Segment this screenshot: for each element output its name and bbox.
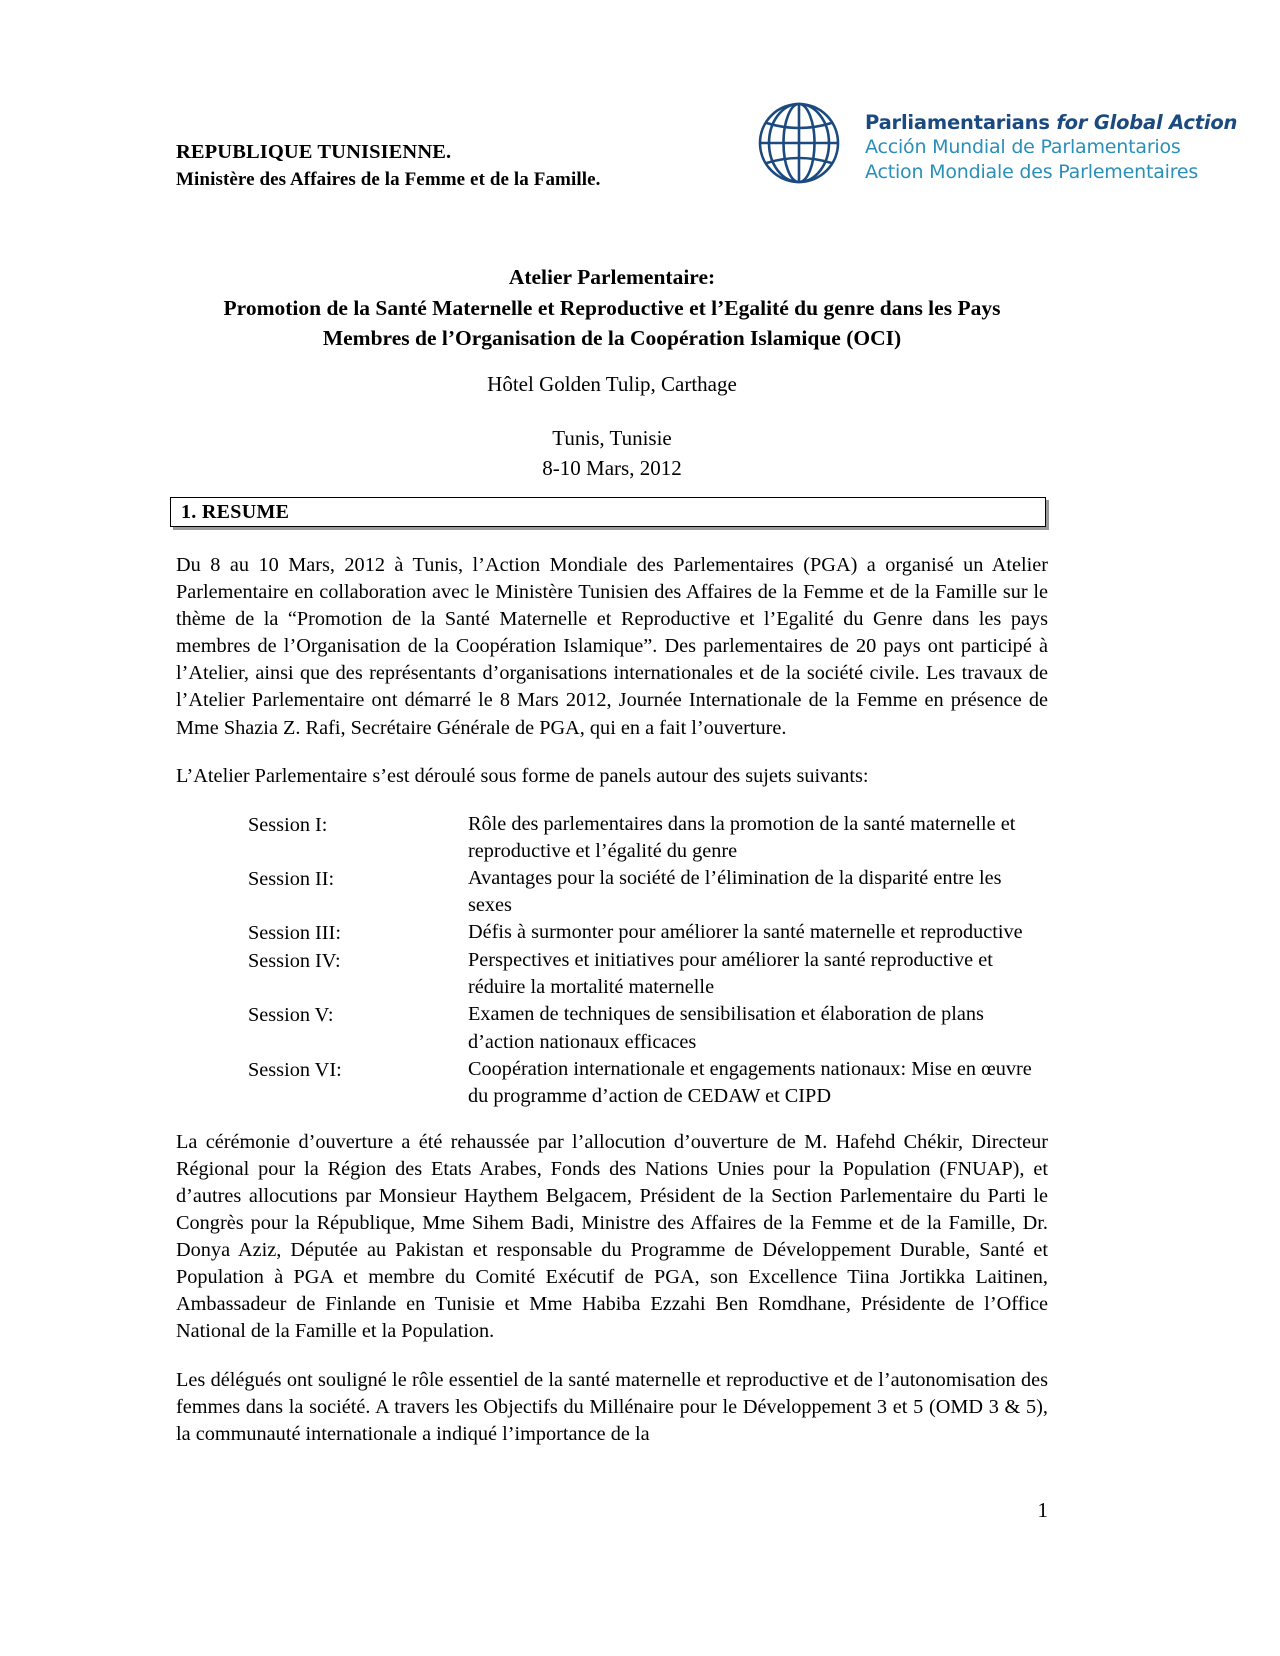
session-description: Examen de techniques de sensibilisation et élaboration de plans d’action nationaux efficaces xyxy=(468,1003,984,1053)
session-row xyxy=(248,919,1048,947)
session-label: Session III: xyxy=(248,922,341,945)
ministry-header xyxy=(176,138,601,194)
paragraph-4: Les délégués ont souligné le rôle essentiel de la santé maternelle et reproductive et de l’autonomisation des femmes dans la société. A travers les Objectifs du Millénaire pour le Développement 3 et 5 (OMD 3 & 5), la communauté internationale a indiqué l’importance de la xyxy=(176,1368,1048,1445)
location-block xyxy=(176,424,1048,484)
session-label: Session II: xyxy=(248,867,335,890)
session-label: Session V: xyxy=(248,1004,334,1027)
session-description: Avantages pour la société de l’élimination de la disparité entre les sexes xyxy=(468,866,1002,917)
session-row xyxy=(248,1001,1048,1055)
pga-logo xyxy=(678,96,1238,188)
logo-text-block xyxy=(865,110,1237,185)
section-header-label: 1. RESUME xyxy=(181,501,290,523)
session-row xyxy=(248,947,1048,1001)
document-header xyxy=(0,0,1280,210)
logo-line-french: Action Mondiale des Parlementaires xyxy=(865,161,1199,184)
session-description: Coopération internationale et engagements nationaux: Mise en œuvre du programme d’action de CEDAW et CIPD xyxy=(468,1057,1032,1107)
document-body xyxy=(176,552,1048,1448)
dates-text: 8-10 Mars, 2012 xyxy=(542,455,682,480)
session-row xyxy=(248,865,1048,919)
city-text: Tunis, Tunisie xyxy=(552,426,672,450)
globe-icon xyxy=(678,96,860,188)
logo-line-spanish: Acción Mundial de Parlamentarios xyxy=(865,136,1181,159)
page-number: 1 xyxy=(1037,1498,1048,1522)
session-description: Défis à surmonter pour améliorer la santé maternelle et reproductive xyxy=(468,921,1023,944)
session-label: Session VI: xyxy=(248,1058,342,1081)
title-line-1: Atelier Parlementaire: xyxy=(508,265,716,289)
session-row xyxy=(248,811,1048,865)
section-header-box xyxy=(170,497,1046,527)
session-label: Session I: xyxy=(248,813,328,836)
paragraph-3: La cérémonie d’ouverture a été rehaussée par l’allocution d’ouverture de M. Hafehd Chékir, Directeur Régional pour la Région des Etats Arabes, Fonds des Nations Unies pour la Population (FNUAP), et d’autres allocutions par Monsieur Haythem Belgacem, Président de la Section Parlementaire du Parti le Congrès pour la République, Mme Sihem Badi, Ministre des Affaires de la Femme et de la Famille, Dr. Donya Aziz, Députée au Pakistan et responsable du Programme de Développement Durable, Santé et Population à PGA et membre du Comité Exécutif de PGA, son Excellence Tiina Jortikka Laitinen, Ambassadeur de Finlande en Tunisie et Mme Habiba Ezzahi Ben Romdhane, Présidente de l’Office National de la Famille et la Population. xyxy=(176,1130,1048,1343)
ministry-name: Ministère des Affaires de la Femme et de la Famille. xyxy=(176,169,601,191)
document-title xyxy=(176,262,1048,354)
title-line-2: Promotion de la Santé Maternelle et Reproductive et l’Egalité du genre dans les Pays xyxy=(223,295,1001,320)
logo-line-english: Parliamentarians for Global Action xyxy=(865,111,1238,134)
session-description: Rôle des parlementaires dans la promotion de la santé maternelle et reproductive et l’égalité du genre xyxy=(468,812,1016,862)
title-line-3: Membres de l’Organisation de la Coopération Islamique (OCI) xyxy=(322,326,902,351)
title-heading xyxy=(176,262,1048,354)
sessions-list xyxy=(248,811,1048,1110)
session-label: Session IV: xyxy=(248,950,341,973)
paragraph-1: Du 8 au 10 Mars, 2012 à Tunis, l’Action Mondiale des Parlementaires (PGA) a organisé un Atelier Parlementaire en collaboration avec le Ministère Tunisien des Affaires de la Femme et de la Famille sur le thème de la “Promotion de la Santé Maternelle et Reproductive et l’Egalité du Genre dans les pays membres de l’Organisation de la Coopération Islamique”. Des parlementaires de 20 pays ont participé à l’Atelier, ainsi que des représentants d’organisations internationales et de la société civile. Les travaux de l’Atelier Parlementaire ont démarré le 8 Mars 2012, Journée Internationale de la Femme en présence de Mme Shazia Z. Rafi, Secrétaire Générale de PGA, qui en a fait l’ouverture. xyxy=(176,554,1048,739)
venue-text: Hôtel Golden Tulip, Carthage xyxy=(487,372,737,396)
session-description: Perspectives et initiatives pour améliorer la santé reproductive et réduire la mortalité maternelle xyxy=(468,949,993,999)
republic-name: REPUBLIQUE TUNISIENNE. xyxy=(176,141,452,163)
paragraph-2: L’Atelier Parlementaire s’est déroulé sous forme de panels autour des sujets suivants: xyxy=(176,764,869,787)
session-row xyxy=(248,1056,1048,1110)
